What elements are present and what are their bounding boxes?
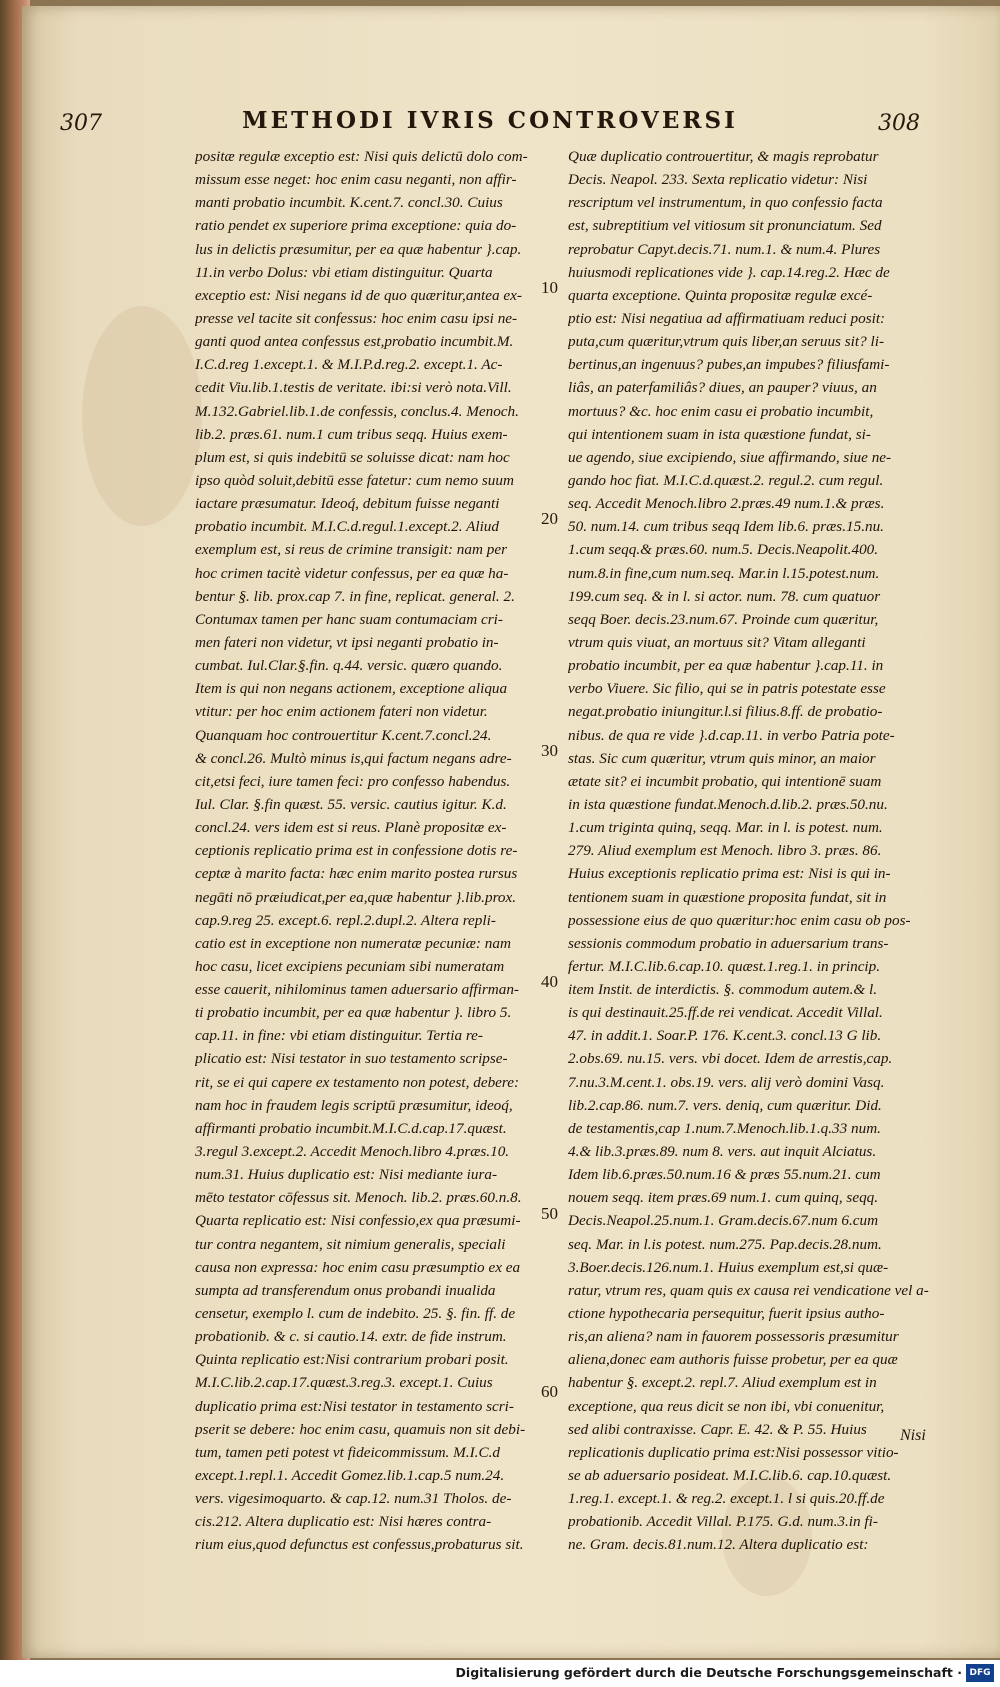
text-line: ætate sit? ei incumbit probatio, qui intentionē suam (568, 772, 882, 790)
text-line: Quæ duplicatio controuertitur, & magis reprobatur (568, 148, 879, 165)
text-line: nibus. de qua re vide }.d.cap.11. in verbo Patria pote- (568, 726, 895, 744)
text-line: ratio pendet ex superiore prima exceptione: quia do- (195, 217, 517, 235)
digitization-credit: Digitalisierung gefördert durch die Deutsche Forschungsgemeinschaft · (455, 1665, 962, 1680)
text-line: is qui destinauit.25.ff.de rei vendicat. Accedit Villal. (568, 1004, 883, 1022)
running-title: METHODI IVRIS CONTROVERSI (242, 107, 738, 134)
text-line: verbo Viuere. Sic filio, qui se in patris potestate esse (568, 680, 886, 698)
text-line: probatio incumbit, per ea quæ habentur }.cap.11. in (568, 657, 884, 675)
text-line: item Instit. de interdictis. §. commodum autem.& l. (568, 981, 878, 999)
text-line: lib.2. præs.61. num.1 cum tribus seqq. Huius exem- (195, 425, 508, 443)
line-marker-40: 40 (541, 972, 558, 991)
text-line: lib.2.cap.86. num.7. vers. deniq, cum quæritur. Did. (568, 1096, 882, 1114)
text-line: Idem lib.6.præs.50.num.16 & præs 55.num.21. cum (568, 1166, 881, 1184)
line-marker-30: 30 (541, 741, 558, 760)
line-marker-10: 10 (541, 278, 558, 297)
text-line: de testamentis,cap 1.num.7.Menoch.lib.1.q.33 num. (568, 1119, 881, 1137)
text-line: tentionem suam in quæstione proposita fundat, sit in (568, 888, 887, 906)
text-line: negāti nō præiudicat,per ea,quæ habentur }.lib.prox. (195, 888, 517, 906)
text-line: habentur §. except.2. repl.7. Aliud exemplum est in (568, 1374, 877, 1392)
text-line: except.1.repl.1. Accedit Gomez.lib.1.cap.5 num.24. (195, 1467, 505, 1485)
text-line: rium eius,quod defunctus est confessus,probaturus sit. (195, 1536, 524, 1554)
text-line: Contumax tamen per hanc suam contumaciam cri- (195, 610, 503, 628)
text-line: nam hoc in fraudem legis scriptū præsumitur, ideoq́, (195, 1096, 513, 1114)
text-line: Quarta replicatio est: Nisi confessio,ex qua præsumi- (195, 1212, 521, 1230)
text-line: nouem seqq. item præs.69 num.1. cum quinq, seqq. (568, 1189, 879, 1207)
text-line: causa non expressa: hoc enim casu præsumptio ex ea (195, 1258, 521, 1276)
text-line: exemplum est, si reus de crimine transigit: nam per (195, 541, 507, 559)
text-line: 47. in addit.1. Soar.P. 176. K.cent.3. concl.13 G lib. (568, 1027, 882, 1045)
text-line: aliena,donec eam authoris fuisse probetur, per ea quæ (568, 1351, 898, 1369)
text-line: mortuus? &c. hoc enim casu ei probatio incumbit, (568, 402, 874, 420)
text-line: Item is qui non negans actionem, exceptione aliqua (195, 680, 508, 698)
text-line: reprobatur Capyt.decis.71. num.1. & num.4. Plures (568, 240, 881, 258)
text-line: vtrum quis viuat, an mortuus sit? Vitam alleganti (568, 633, 866, 651)
text-line: exceptione, qua reus dicit se non ibi, vbi conuenitur, (568, 1397, 885, 1415)
text-line: quarta exceptione. Quinta propositæ regulæ excé- (568, 286, 873, 304)
text-line: qui intentionem suam in ista quæstione fundat, si- (568, 425, 871, 443)
line-marker-50: 50 (541, 1204, 558, 1223)
text-line: iactare præsumatur. Ideoq́, debitum fuisse neganti (195, 495, 500, 513)
text-line: ratur, vtrum res, quam quis ex causa rei vendicatione vel a- (568, 1281, 929, 1299)
text-line: ue agendo, siue excipiendo, siue affirmando, siue ne- (568, 448, 892, 466)
text-line: missum esse neget: hoc enim casu neganti, non affir- (195, 171, 517, 189)
text-line: mēto testator cōfessus sit. Menoch. lib.2. præs.60.n.8. (195, 1189, 522, 1207)
text-line: manti probatio incumbit. K.cent.7. concl.30. Cuius (195, 194, 503, 212)
text-line: cit,etsi feci, iure tamen feci: pro confesso habendus. (195, 772, 511, 790)
text-line: censetur, exemplo l. cum de indebito. 25. §. fin. ff. de (195, 1305, 516, 1323)
text-line: presse vel tacite sit confessus: hoc enim casu ipsi ne- (195, 309, 518, 327)
text-line: in ista quæstione fundat.Menoch.d.lib.2. præs.50.nu. (568, 795, 888, 813)
text-line: se ab aduersario posideat. M.I.C.lib.6. cap.10.quæst. (568, 1467, 892, 1485)
text-line: lus in delictis præsumitur, per ea quæ habentur }.cap. (195, 240, 522, 258)
text-line: fertur. M.I.C.lib.6.cap.10. quæst.1.reg.1. in princip. (568, 957, 881, 975)
text-line: cumbat. Iul.Clar.§.fin. q.44. versic. quæro quando. (195, 657, 503, 675)
text-line: sed alibi contraxisse. Capr. E. 42. & P. 55. Huius (568, 1420, 867, 1438)
text-line: gando hoc fiat. M.I.C.d.quæst.2. regul.2. cum regul. (568, 471, 884, 489)
text-line: hoc casu, licet excipiens pecuniam sibi numeratam (195, 957, 505, 975)
text-line: Decis. Neapol. 233. Sexta replicatio videtur: Nisi (568, 171, 868, 189)
text-line: ganti quod antea confessus est,probatio incumbit.M. (195, 333, 514, 351)
text-line: tur contra negantem, sit nimium generalis, speciali (195, 1235, 506, 1253)
text-line: cap.11. in fine: vbi etiam distinguitur. Tertia re- (195, 1027, 483, 1045)
text-line: ipso quòd soluit,debitū esse fatetur: cum nemo suum (195, 471, 514, 489)
text-line: huiusmodi replicationes vide }. cap.14.reg.2. Hæc de (568, 263, 890, 281)
text-line: replicationis duplicatio prima est:Nisi possessor vitio- (568, 1443, 899, 1461)
text-line: num.31. Huius duplicatio est: Nisi mediante iura- (195, 1166, 498, 1184)
text-line: ceptæ à marito facta: hæc enim marito postea rursus (195, 865, 518, 883)
page-number-left: 307 (60, 111, 102, 136)
text-line: 1.cum triginta quinq, seqq. Mar. in l. is potest. num. (568, 819, 883, 837)
text-line: possessione eius de quo quæritur:hoc enim casu ob pos- (568, 911, 911, 929)
text-line: probationib. Accedit Villal. P.175. G.d. num.3.in fi- (568, 1513, 878, 1531)
line-marker-20: 20 (541, 509, 558, 528)
text-line: 1.cum seqq.& præs.60. num.5. Decis.Neapolit.400. (568, 541, 879, 559)
left-text-column (195, 145, 555, 1557)
text-line: stas. Sic cum quæritur, vtrum quis minor, an maior (568, 749, 876, 767)
text-line: concl.24. vers idem est si reus. Planè propositæ ex- (195, 819, 507, 837)
text-line: 199.cum seq. & in l. si actor. num. 78. cum quatuor (568, 587, 881, 605)
text-line: probatio incumbit. M.I.C.d.regul.1.except.2. Aliud (195, 518, 499, 536)
text-line: Huius exceptionis replicatio prima est: Nisi is qui in- (568, 865, 891, 883)
text-line: hoc crimen tacitè videtur confessus, per ea quæ ha- (195, 564, 509, 582)
text-line: 50. num.14. cum tribus seqq Idem lib.6. præs.15.nu. (568, 518, 884, 536)
text-line: 1.reg.1. except.1. & reg.2. except.1. l si quis.20.ff.de (568, 1490, 885, 1508)
text-line: probationib. & c. si cautio.14. extr. de fide instrum. (195, 1328, 507, 1346)
text-line: men fateri non videtur, vt ipsi neganti probatio in- (195, 633, 499, 651)
text-line: ne. Gram. decis.81.num.12. Altera duplicatio est: (568, 1536, 869, 1554)
footer-bar (0, 1660, 1000, 1687)
text-line: Quinta replicatio est:Nisi contrarium probari posit. (195, 1351, 509, 1369)
dfg-logo: DFG (966, 1664, 994, 1682)
text-line: ti probatio incumbit, per ea quæ habentur }. libro 5. (195, 1004, 512, 1022)
text-line: cis.212. Altera duplicatio est: Nisi hæres contra- (195, 1513, 492, 1531)
text-line: vers. vigesimoquarto. & cap.12. num.31 Tholos. de- (195, 1490, 512, 1508)
text-line: exceptio est: Nisi negans id de quo quæritur,antea ex- (195, 286, 522, 304)
text-line: M.I.C.lib.2.cap.17.quæst.3.reg.3. except.1. Cuius (195, 1374, 493, 1392)
text-line: Decis.Neapol.25.num.1. Gram.decis.67.num 6.cum (568, 1212, 879, 1230)
text-line: plicatio est: Nisi testator in suo testamento scripse- (195, 1050, 508, 1068)
text-line: ceptionis replicatio prima est in confessione dotis re- (195, 842, 518, 860)
text-line: plum est, si quis indebitū se soluisse dicat: nam hoc (195, 448, 510, 466)
text-line: 3.Boer.decis.126.num.1. Huius exemplum est,si quæ- (568, 1258, 889, 1276)
page-header (60, 107, 920, 141)
text-line: seqq Boer. decis.23.num.67. Proinde cum quæritur, (568, 610, 879, 628)
text-line: 2.obs.69. nu.15. vers. vbi docet. Idem de arrestis,cap. (568, 1050, 893, 1068)
text-line: affirmanti probatio incumbit.M.I.C.d.cap.17.quæst. (195, 1119, 507, 1137)
text-line: cedit Viu.lib.1.testis de veritate. ibi:si verò nota.Vill. (195, 379, 512, 397)
text-line: ris,an aliena? nam in fauorem possessoris præsumitur (568, 1328, 899, 1346)
text-line: duplicatio prima est:Nisi testator in testamento scri- (195, 1397, 514, 1415)
line-marker-60: 60 (541, 1382, 558, 1401)
text-line: seq. Accedit Menoch.libro 2.præs.49 num.1.& præs. (568, 495, 885, 513)
text-line: negat.probatio iniungitur.l.si filius.8.ff. de probatio- (568, 703, 883, 721)
text-line: & concl.26. Multò minus is,qui factum negans adre- (195, 749, 512, 767)
text-line: liâs, an paterfamiliâs? diues, an pauper? viuus, an (568, 379, 877, 397)
text-line: bentur §. lib. prox.cap 7. in fine, replicat. general. 2. (195, 587, 515, 605)
text-line: 3.regul 3.except.2. Accedit Menoch.libro 4.præs.10. (195, 1143, 510, 1161)
text-line: sumpta ad transferendum onus probandi inualida (195, 1281, 496, 1299)
text-line: 279. Aliud exemplum est Menoch. libro 3. præs. 86. (568, 842, 882, 860)
text-line: pserit se debere: hoc enim casu, quamuis non sit debi- (195, 1420, 526, 1438)
text-line: bertinus,an ingenuus? pubes,an impubes? filiusfami- (568, 356, 890, 374)
text-line: Quanquam hoc controuertitur K.cent.7.concl.24. (195, 726, 492, 744)
text-line: rit, se ei qui capere ex testamento non potest, debere: (195, 1073, 520, 1091)
text-line: est, subreptitium vel vitiosum sit pronunciatum. Sed (568, 217, 882, 235)
text-line: vtitur: per hoc enim actionem fateri non videtur. (195, 703, 488, 721)
text-line: sessionis commodum probatio in aduersarium trans- (568, 934, 889, 952)
text-line: cap.9.reg 25. except.6. repl.2.dupl.2. Altera repli- (195, 911, 496, 929)
text-line: 4.& lib.3.præs.89. num 8. vers. aut inquit Alciatus. (568, 1143, 877, 1161)
text-line: num.8.in fine,cum num.seq. Mar.in l.15.potest.num. (568, 564, 880, 582)
text-line: 11.in verbo Dolus: vbi etiam distinguitur. Quarta (195, 263, 493, 281)
catchword: Nisi (900, 1427, 926, 1444)
text-line: rescriptum vel instrumentum, in quo confessio facta (568, 194, 883, 212)
text-line: I.C.d.reg 1.except.1. & M.I.P.d.reg.2. except.1. Ac- (195, 356, 503, 374)
text-line: ptio est: Nisi negatiua ad affirmatiuam reduci posit: (568, 309, 886, 327)
text-line: tum, tamen peti potest vt fideicommissum. M.I.C.d (195, 1443, 500, 1461)
page-number-right: 308 (878, 111, 920, 136)
text-line: ctione hypothecaria persequitur, fuerit ipsius autho- (568, 1305, 885, 1323)
text-line: 7.nu.3.M.cent.1. obs.19. vers. alij verò domini Vasq. (568, 1073, 885, 1091)
paper-stain (82, 306, 202, 526)
right-text-column (568, 145, 930, 1557)
text-line: seq. Mar. in l.is potest. num.275. Pap.decis.28.num. (568, 1235, 882, 1253)
text-line: esse cauerit, nihilominus tamen aduersario affirman- (195, 981, 519, 999)
text-line: catio est in exceptione non numeratæ pecuniæ: nam (195, 934, 511, 952)
text-line: positæ regulæ exceptio est: Nisi quis delictū dolo com- (195, 148, 528, 165)
text-line: puta,cum quæritur,vtrum quis liber,an seruus sit? li- (568, 333, 884, 351)
text-line: M.132.Gabriel.lib.1.de confessis, conclus.4. Menoch. (195, 402, 519, 420)
text-line: Iul. Clar. §.fin quæst. 55. versic. cautius igitur. K.d. (195, 795, 507, 813)
